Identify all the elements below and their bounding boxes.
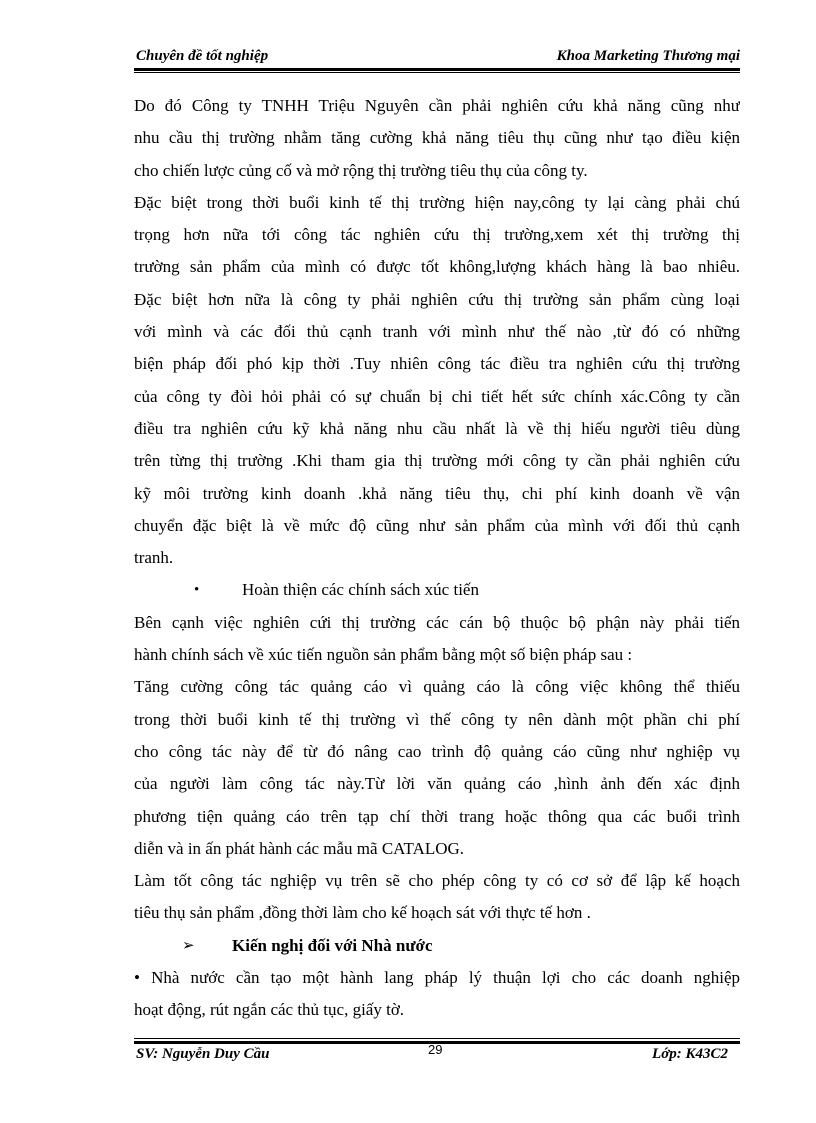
- paragraph-line: với mình và các đối thủ cạnh tranh với mình như thế nào ,từ đó có những: [134, 322, 740, 342]
- paragraph-line: biện pháp đối phó kịp thời .Tuy nhiên công tác điều tra nghiên cứu thị trường: [134, 354, 740, 374]
- header-rule-thin: [134, 72, 740, 73]
- paragraph-line: Bên cạnh việc nghiên cứi thị trường các cán bộ thuộc bộ phận này phải tiến: [134, 612, 740, 632]
- header-rule-thick: [134, 68, 740, 71]
- document-body: [134, 90, 740, 1027]
- section-heading: [134, 930, 740, 962]
- paragraph-line: tranh.: [134, 548, 174, 568]
- paragraph-line: cho công tác này để từ đó nâng cao trình độ quảng cáo cũng như nghiệp vụ: [134, 741, 740, 761]
- bullet-icon: •: [194, 582, 200, 599]
- paragraph-line: trên từng thị trường .Khi tham gia thị trường mới công ty cần phải nghiên cứu: [134, 451, 740, 471]
- footer-rule-thin: [134, 1038, 740, 1039]
- paragraph-line: trọng hơn nữa tới công tác nghiên cứu thị trường,xem xét thị trường thị: [134, 225, 740, 245]
- paragraph-line: Làm tốt công tác nghiệp vụ trên sẽ cho phép công ty có cơ sở để lập kế hoạch: [134, 871, 740, 891]
- paragraph-line: Đặc biệt hơn nữa là công ty phải nghiên cứu thị trường sản phẩm cùng loại: [134, 289, 740, 309]
- paragraph-line: diễn và in ấn phát hành các mẫu mã CATALOG.: [134, 838, 465, 858]
- bullet-heading: [134, 574, 740, 606]
- paragraph-line: Tăng cường công tác quảng cáo vì quảng cáo là công việc không thể thiếu: [134, 677, 740, 697]
- page-number: 29: [428, 1042, 443, 1057]
- section-heading-text: Kiến nghị đối với Nhà nước: [232, 935, 433, 955]
- paragraph-line: trong thời buổi kinh tế thị trường vì thế công ty nên dành một phần chi phí: [134, 709, 740, 729]
- paragraph-line: điều tra nghiên cứu kỹ khả năng nhu cầu nhất là về thị hiếu người tiêu dùng: [134, 418, 740, 438]
- paragraph-line: nhu cầu thị trường nhằm tăng cường khả năng tiêu thụ cũng như tạo điều kiện: [134, 128, 740, 148]
- paragraph-line: tiêu thụ sản phẩm ,đồng thời làm cho kế hoạch sát với thực tế hơn .: [134, 903, 591, 923]
- bullet-heading-text: Hoàn thiện các chính sách xúc tiến: [242, 580, 479, 600]
- page-footer: [134, 1038, 740, 1068]
- paragraph-line: trường sản phẩm của mình có được tốt không,lượng khách hàng là bao nhiêu.: [134, 257, 740, 277]
- paragraph-line: hoạt động, rút ngắn các thủ tục, giấy tờ.: [134, 1000, 405, 1020]
- paragraph-line: Do đó Công ty TNHH Triệu Nguyên cần phải nghiên cứu khả năng cũng như: [134, 96, 740, 115]
- paragraph-line: kỹ môi trường kinh doanh .khả năng tiêu thụ, chi phí kinh doanh về vận: [134, 483, 740, 503]
- paragraph-line: chuyển đặc biệt là về mức độ cũng như sản phẩm của mình với đối thủ cạnh: [134, 515, 740, 535]
- paragraph-line: của công ty đòi hỏi phải có sự chuẩn bị chi tiết hết sức chính xác.Công ty cần: [134, 386, 740, 406]
- paragraph-line: của người làm công tác này.Từ lời văn quảng cáo ,hình ảnh đến xác định: [134, 774, 740, 794]
- footer-class: Lớp: K43C2: [652, 1046, 728, 1062]
- header-title-left: Chuyên đề tốt nghiệp: [136, 48, 269, 64]
- page-header: [134, 46, 740, 70]
- header-title-right: Khoa Marketing Thương mại: [556, 48, 740, 64]
- footer-student-name: SV: Nguyễn Duy Cầu: [136, 1046, 270, 1062]
- paragraph-line: Đặc biệt trong thời buổi kinh tế thị trường hiện nay,công ty lại càng phải chú: [134, 192, 740, 212]
- paragraph-line: phương tiện quảng cáo trên tạp chí thời trang hoặc thông qua các buổi trình: [134, 806, 740, 826]
- paragraph-line: • Nhà nước cần tạo một hành lang pháp lý thuận lợi cho các doanh nghiệp: [134, 968, 740, 988]
- arrow-bullet-icon: ➢: [182, 937, 195, 954]
- paragraph-line: hành chính sách về xúc tiến nguồn sản phẩm bằng một số biện pháp sau :: [134, 645, 633, 665]
- paragraph-line: cho chiến lược củng cố và mở rộng thị trường tiêu thụ của công ty.: [134, 160, 588, 180]
